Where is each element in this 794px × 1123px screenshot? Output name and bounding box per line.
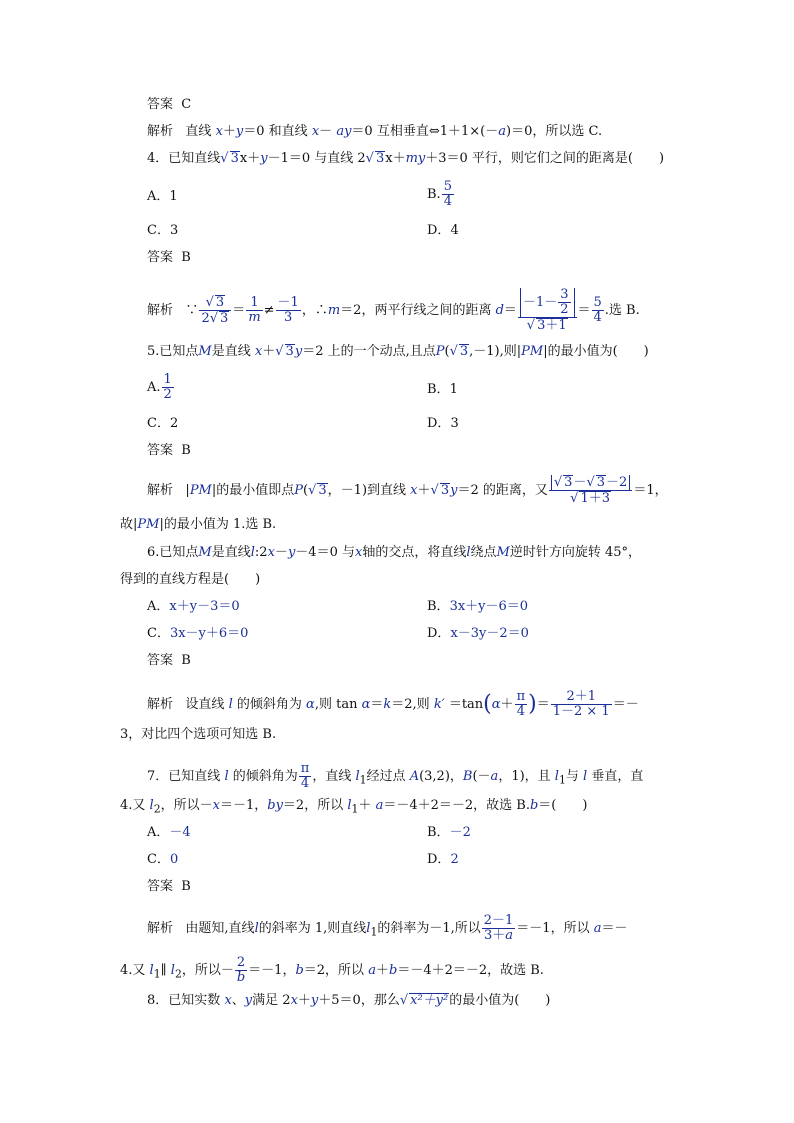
q8-stem: 8．已知实数 x、y满足 2x＋y＋5＝0，那么√ x²＋y²的最小值为( ) bbox=[147, 993, 551, 1008]
q3-answer: 答案 C bbox=[147, 97, 192, 112]
q4-option-b: B. $\frac{5}{4}$ bbox=[427, 179, 452, 209]
q6-stem-line2: 得到的直线方程是( ) bbox=[120, 572, 261, 587]
q6-answer: 答案 B bbox=[147, 653, 191, 668]
q4-option-a: A．1 bbox=[147, 189, 178, 204]
q6-option-b: B．3x＋y－6＝0 bbox=[427, 599, 529, 614]
q4-stem: 4．已知直线√ 3x＋y－1＝0 与直线 2√ 3x＋my＋3＝0 平行，则它们之间的距离是( ) bbox=[147, 151, 665, 166]
q5-option-a: A. $\frac{1}{2}$ bbox=[147, 372, 172, 402]
q6-option-c: C．3x－y＋6＝0 bbox=[147, 626, 249, 641]
q6-option-a: A．x＋y－3＝0 bbox=[147, 599, 240, 614]
q4-option-d: D．4 bbox=[427, 223, 459, 238]
q4-option-c: C．3 bbox=[147, 223, 179, 238]
q5-analysis: 解析 |PM|的最小值即点P(√ 3，－1)到直线 x＋√ 3y＝2 的距离，又 $\frac{√ 3-√ 3-2}{√ 1+3}$ ＝1， bbox=[147, 475, 668, 506]
q4-analysis: 解析 ∵ $\frac{√ 3}{2√ 3}$ ＝ $\frac{1}{m}$ ≠ $\frac{-1}{3}$ ，∴m＝2，两平行线之间的距离 d＝ －1－ $\frac{3}{2}$ √ 3＋1 ＝ $\frac{5}{4}$ .选 B. bbox=[147, 287, 640, 333]
q6-option-d: D．x－3y－2＝0 bbox=[427, 626, 529, 641]
q7-analysis-line2: 4.又 $l_1\parallel$ $l_2$，所以－ $\frac{2}{b}$ ＝－1，b＝2，所以 a＋b＝－4＋2＝－2，故选 B. bbox=[120, 955, 544, 985]
q5-option-b: B．1 bbox=[427, 382, 458, 397]
q7-analysis: 解析 由题知,直线l的斜率为 1,则直线$l_1$的斜率为－1,所以 $\frac{2-1}{3+a}$ ＝－1，所以 a＝－ bbox=[147, 913, 628, 943]
q3-analysis: 解析 直线 x＋y＝0 和直线 x－ ay＝0 互相垂直⇔1＋1×(－a)＝0，所以选 C. bbox=[147, 124, 603, 139]
q5-stem: 5.已知点M是直线 x＋√ 3y＝2 上的一个动点,且点P(√ 3,－1),则|PM|的最小值为( ) bbox=[147, 344, 649, 359]
q5-option-d: D．3 bbox=[427, 416, 459, 431]
q6-stem: 6.已知点M是直线l:2x－y－4＝0 与x轴的交点，将直线l绕点M逆时针方向旋转 45°， bbox=[147, 545, 642, 560]
q7-option-c: C．0 bbox=[147, 852, 179, 867]
q7-option-d: D．2 bbox=[427, 852, 459, 867]
q7-stem-line2: 4.又 $l_2$，所以－x＝－1，by＝2，所以 $l_1+ a=-4+2=-2$，故选 B.b＝( ) bbox=[120, 798, 588, 816]
q7-option-a: A．－4 bbox=[147, 825, 191, 840]
q6-analysis-line2: 3，对比四个选项可知选 B. bbox=[120, 727, 277, 742]
q5-option-c: C．2 bbox=[147, 416, 179, 431]
q5-answer: 答案 B bbox=[147, 443, 191, 458]
q6-analysis: 解析 设直线 l 的倾斜角为 α,则 tan α＝k＝2,则 k′ ＝tan(α＋ $\frac{\pi}{4}$ )＝ $\frac{2+1}{1-2 \times 1}$ ＝－ bbox=[147, 689, 639, 719]
q7-answer: 答案 B bbox=[147, 879, 191, 894]
q7-option-b: B．－2 bbox=[427, 825, 471, 840]
q7-stem: 7．已知直线 l 的倾斜角为 $\frac{\pi}{4}$ ，直线 $l_1$经过点 A(3,2)，B(－a，1)，且 $l_1$与 l 垂直，直 bbox=[147, 761, 644, 791]
q5-analysis-line2: 故|PM|的最小值为 1.选 B. bbox=[120, 517, 277, 532]
q4-answer: 答案 B bbox=[147, 250, 191, 265]
